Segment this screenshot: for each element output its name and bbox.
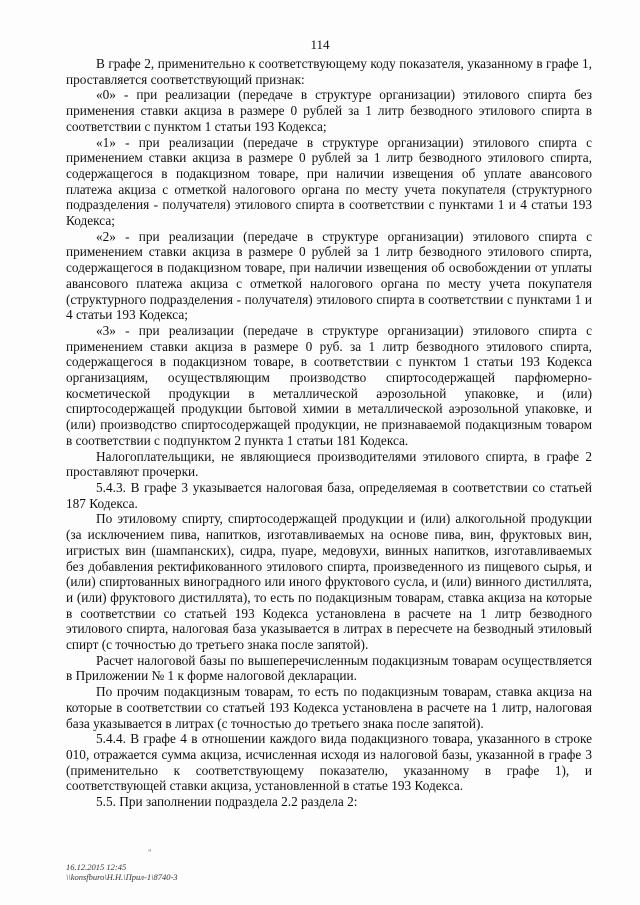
paragraph-code-2: «2» - при реализации (передаче в структуре организации) этилового спирта с применением ставки акциза в размере 0 рублей за 1 литр безводного этилового спирта, содержащегося в подакцизном товаре, при наличии извещения об освобождении от уплаты авансового платежа акциза с отметкой налогового органа по месту учета покупателя (структурного подразделения - получателя) этилового спирта в соответствии с пунктами 1 и 4 статьи 193 Кодекса; — [66, 228, 592, 323]
paragraph-code-1: «1» - при реализации (передаче в структуре организации) этилового спирта с применением ставки акциза в размере 0 рублей за 1 литр безводного этилового спирта, содержащегося в подакцизном товаре, при наличии извещения об уплате авансового платежа акциза с отметкой налогового органа по месту учета покупателя (структурного подразделения - получателя) этилового спирта в соответствии с пунктами 1 и 4 статьи 193 Кодекса; — [66, 134, 592, 229]
paragraph-5-5: 5.5. При заполнении подраздела 2.2 раздела 2: — [96, 794, 358, 810]
document-body — [66, 56, 592, 810]
paragraph-ethyl-alcohol-base: По этиловому спирту, спиртосодержащей продукции и (или) алкогольной продукции (за исключением пива, напитков, изготавливаемых на основе пива, вин, фруктовых вин, игристых вин (шампанских), сидра, пуаре, медовухи, винных напитков, изготавливаемых без добавления ректификованного этилового спирта, произведенного из пищевого сырья, и (или) спиртованных виноградного или иного фруктового сусла, и (или) винного дистиллята, и (или) фруктового дистиллята), то есть по подакцизным товарам, ставка акциза на которые в соответствии со статьей 193 Кодекса установлена в расчете на 1 литр безводного этилового спирта, налоговая база указывается в литрах в пересчете на безводный этиловый спирт (с точностью до третьего знака после запятой). — [66, 511, 592, 653]
paragraph-code-3: «3» - при реализации (передаче в структуре организации) этилового спирта с применением ставки акциза в размере 0 руб. за 1 литр безводного этилового спирта, содержащегося в подакцизном товаре, в соответствии с пунктом 1 статьи 193 Кодекса организациям, осуществляющим производство спиртосодержащей парфюмерно-косметической продукции в металлической аэрозольной упаковке, и (или) спиртосодержащей продукции бытовой химии в металлической аэрозольной упаковке, и (или) производство спиртосодержащей продукции, не признаваемой подакцизным товаром в соответствии с подпунктом 2 пункта 1 статьи 181 Кодекса. — [66, 322, 592, 448]
page-number: 114 — [310, 37, 330, 52]
paragraph-5-4-3: 5.4.3. В графе 3 указывается налоговая база, определяемая в соответствии со статьей 187 Кодекса. — [66, 479, 592, 511]
paragraph-calculation-appendix: Расчет налоговой базы по вышеперечисленным подакцизным товарам осуществляется в Приложении № 1 к форме налоговой декларации. — [66, 652, 592, 684]
footer-note — [66, 862, 178, 882]
paragraph-other-goods: По прочим подакцизным товарам, то есть по подакцизным товарам, ставка акциза на которые в соответствии со статьей 193 Кодекса установлена в расчете на 1 литр, налоговая база указывается в литрах (с точностью до третьего знака после запятой). — [66, 684, 592, 731]
footer-timestamp: 16.12.2015 12:45 — [66, 862, 127, 872]
footer-file-path: \\konsfburo\Н.Н.\Прил-1\8740-3 — [66, 872, 178, 882]
stray-mark: " — [148, 848, 152, 858]
paragraph-5-4-4: 5.4.4. В графе 4 в отношении каждого вида подакцизного товара, указанного в строке 010, отражается сумма акциза, исчисленная исходя из налоговой базы, указанной в графе 3 (применительно к соответствующему показателю, указанному в графе 1), и соответствующей ставки акциза, установленной в статье 193 Кодекса. — [66, 731, 592, 794]
paragraph-code-0: «0» - при реализации (передаче в структуре организации) этилового спирта без применения ставки акциза в размере 0 рублей за 1 литр безводного этилового спирта в соответствии с пунктом 1 статьи 193 Кодекса; — [66, 87, 592, 134]
paragraph-non-producers: Налогоплательщики, не являющиеся производителями этилового спирта, в графе 2 проставляют прочерки. — [66, 448, 592, 480]
paragraph-intro: В графе 2, применительно к соответствующему коду показателя, указанному в графе 1, проставляется соответствующий признак: — [66, 56, 592, 87]
